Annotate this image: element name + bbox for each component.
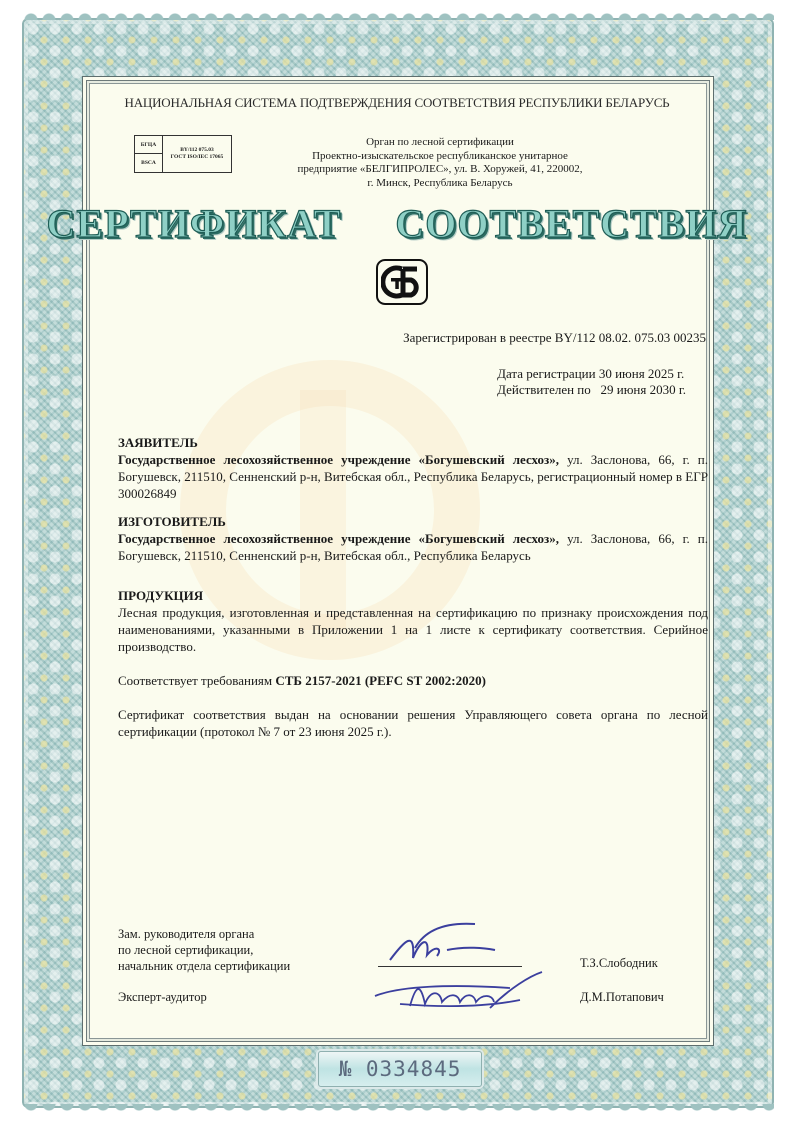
border-scallop-bottom — [22, 1104, 774, 1112]
accreditation-details — [163, 136, 231, 172]
accreditation-label-bgca: БГЦА — [135, 136, 163, 154]
applicant-section — [118, 434, 708, 502]
manufacturer-heading: ИЗГОТОВИТЕЛЬ — [118, 514, 226, 529]
manufacturer-section — [118, 513, 708, 564]
manufacturer-address: ул. Заслонова, 66, г. п. Богушевск, 211510, Сенненский р-н, Витебская обл., Республика Беларусь — [118, 531, 708, 563]
deputy-role — [118, 926, 290, 974]
signature-deputy — [385, 920, 505, 970]
expert-role: Эксперт-аудитор — [118, 990, 207, 1004]
applicant-name: Государственное лесохозяйственное учреждение «Богушевский лесхоз», — [118, 452, 560, 467]
serial-number: № 0334845 — [338, 1057, 462, 1081]
border-scallop-top — [22, 12, 774, 20]
organ-line-4: г. Минск, Республика Беларусь — [367, 176, 513, 189]
organ-line-1: Орган по лесной сертификации — [366, 136, 514, 148]
organ-line-2: Проектно-изыскательское республиканское унитарное — [312, 149, 568, 162]
compliance-prefix: Соответствует требованиям — [118, 673, 276, 688]
manufacturer-details — [118, 530, 708, 564]
accreditation-standard: ГОСТ ISO/IEC 17065 — [170, 154, 224, 160]
certificate-title: СЕРТИФИКАТ СООТВЕТСТВИЯ — [46, 201, 748, 246]
compliance-line — [118, 672, 708, 689]
expert-name: Д.М.Потапович — [580, 990, 664, 1004]
stb-conformity-mark-icon — [376, 259, 428, 305]
applicant-address: ул. Заслонова, 66, г. п. Богушевск, 211510, Сенненский р-н, Витебская обл., Республика Беларусь, регистрационный номер в ЕГР 300026849 — [118, 452, 708, 501]
certification-body — [270, 136, 610, 190]
accreditation-mark — [134, 135, 232, 173]
deputy-role-line-2: по лесной сертификации, — [118, 943, 254, 957]
accreditation-label-bsca: BSCA — [135, 154, 163, 172]
deputy-name: Т.З.Слободник — [580, 956, 658, 970]
product-heading: ПРОДУКЦИЯ — [118, 588, 204, 603]
compliance-standard: СТБ 2157-2021 (PEFC ST 2002:2020) — [275, 673, 486, 688]
organ-line-3: предприятие «БЕЛГИПРОЛЕС», ул. В. Хоружей, 41, 220002, — [297, 163, 583, 175]
product-section — [118, 587, 708, 655]
signature-expert — [370, 968, 550, 1014]
serial-number-plate — [318, 1051, 482, 1087]
valid-until: Действителен по 29 июня 2030 г. — [497, 382, 686, 397]
national-system-title: НАЦИОНАЛЬНАЯ СИСТЕМА ПОДТВЕРЖДЕНИЯ СООТВЕТСТВИЯ РЕСПУБЛИКИ БЕЛАРУСЬ — [124, 95, 670, 110]
deputy-role-line-3: начальник отдела сертификации — [118, 959, 291, 973]
issuance-basis: Сертификат соответствия выдан на основании решения Управляющего совета органа по лесной сертификации (протокол № 7 от 23 июня 2025 г.). — [118, 707, 708, 739]
deputy-role-line-1: Зам. руководителя органа — [118, 927, 255, 941]
manufacturer-name: Государственное лесохозяйственное учреждение «Богушевский лесхоз», — [118, 531, 560, 546]
validity-dates — [497, 366, 686, 398]
accreditation-number: BY/112 075.03 — [180, 147, 214, 153]
registry-number: Зарегистрирован в реестре BY/112 08.02. 075.03 00235 — [403, 330, 706, 345]
applicant-details — [118, 451, 708, 502]
registration-date: Дата регистрации 30 июня 2025 г. — [497, 366, 685, 381]
product-text: Лесная продукция, изготовленная и представленная на сертификацию по признаку происхождения под наименованиями, указанными в Приложении 1 на 1 листе к сертификату соответствия. Серийное производство. — [118, 605, 708, 654]
applicant-heading: ЗАЯВИТЕЛЬ — [118, 435, 198, 450]
